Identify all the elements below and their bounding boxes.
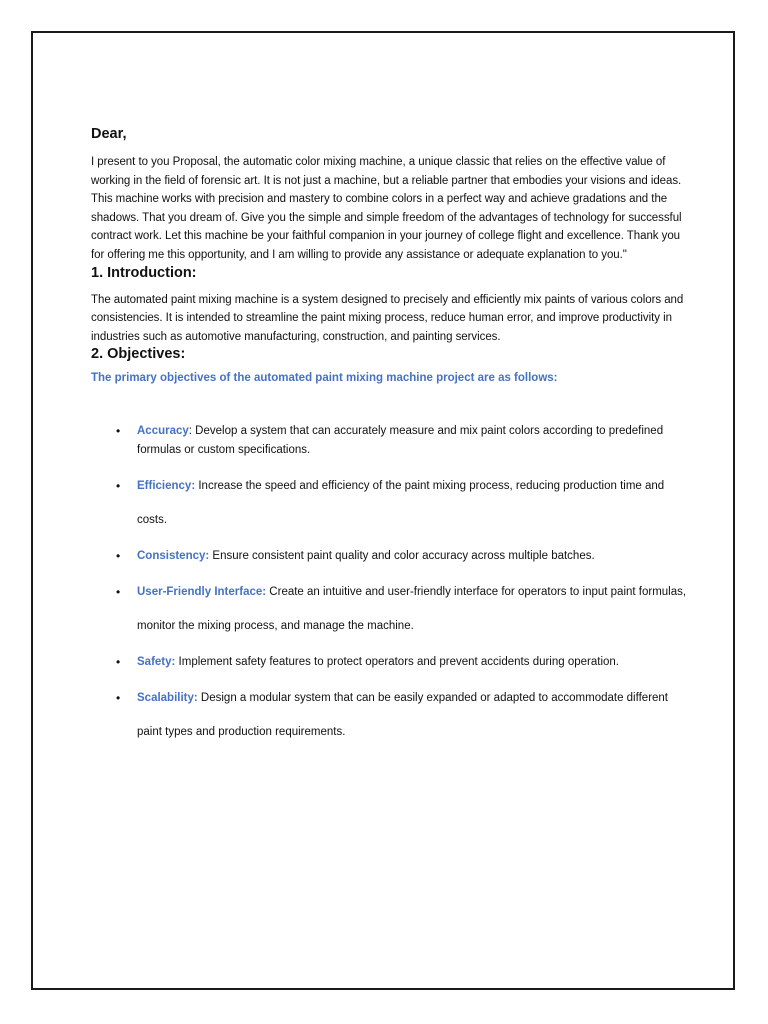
bullet-icon: •: [116, 654, 121, 669]
objective-term: Efficiency:: [137, 479, 196, 492]
bullet-icon: •: [116, 548, 121, 563]
objective-item-accuracy: [91, 422, 691, 459]
bullet-icon: •: [116, 478, 121, 493]
objective-item-user-friendly-interface: [91, 575, 691, 643]
objective-text: Design a modular system that can be easily expanded or adapted to accommodate different paint types and production requirements.: [137, 691, 669, 738]
objective-item-scalability: [91, 681, 691, 749]
objective-text: Increase the speed and efficiency of the paint mixing process, reducing production time and costs.: [137, 479, 665, 526]
objective-item-consistency: [91, 539, 691, 573]
bullet-icon: •: [116, 690, 121, 705]
objective-term: Accuracy: [137, 425, 189, 438]
page-frame: [31, 31, 735, 990]
objective-term: Safety:: [137, 655, 176, 668]
objectives-lead: The primary objectives of the automated paint mixing machine project are as follows:: [91, 372, 558, 385]
introduction-text: The automated paint mixing machine is a system designed to precisely and efficiently mix paints of various colors and consistencies. It is intended to streamline the paint mixing process, reduce human error, and improve productivity in industries such as automotive manufacturing, construction, and painting services.: [91, 293, 684, 343]
objectives-list: [91, 422, 691, 748]
objective-term: Scalability:: [137, 691, 198, 704]
objective-item-efficiency: [91, 469, 691, 537]
bullet-icon: •: [116, 424, 121, 439]
objective-term: User-Friendly Interface:: [137, 585, 267, 598]
objective-text: Ensure consistent paint quality and color accuracy across multiple batches.: [209, 549, 595, 562]
bullet-icon: •: [116, 584, 121, 599]
objective-text: Implement safety features to protect operators and prevent accidents during operation.: [175, 655, 620, 668]
intro-paragraph: I present to you Proposal, the automatic color mixing machine, a unique classic that relies on the effective value of working in the field of forensic art. It is not just a machine, but a reliable partner that embodies your visions and ideas. This machine works with precision and mastery to combine colors in a perfect way and achieve gradations and the shadows. That you dream of. Give you the simple and simple freedom of the advantages of technology for successful contract work. Let this machine be your faithful companion in your journey of college flight and excellence. Thank you for offering me this opportunity, and I am willing to provide any assistance or adequate explanation to you.": [91, 156, 682, 261]
introduction-heading: 1. Introduction:: [91, 264, 197, 281]
objective-text: : Develop a system that can accurately measure and mix paint colors according to predefined formulas or custom specifications.: [137, 425, 664, 456]
greeting: Dear,: [91, 126, 127, 142]
objectives-heading: 2. Objectives:: [91, 346, 186, 363]
objective-item-safety: [91, 645, 691, 679]
document-body: [91, 126, 691, 751]
objective-term: Consistency:: [137, 549, 210, 562]
objective-text: Create an intuitive and user-friendly interface for operators to input paint formulas, monitor the mixing process, and manage the machine.: [137, 585, 687, 632]
